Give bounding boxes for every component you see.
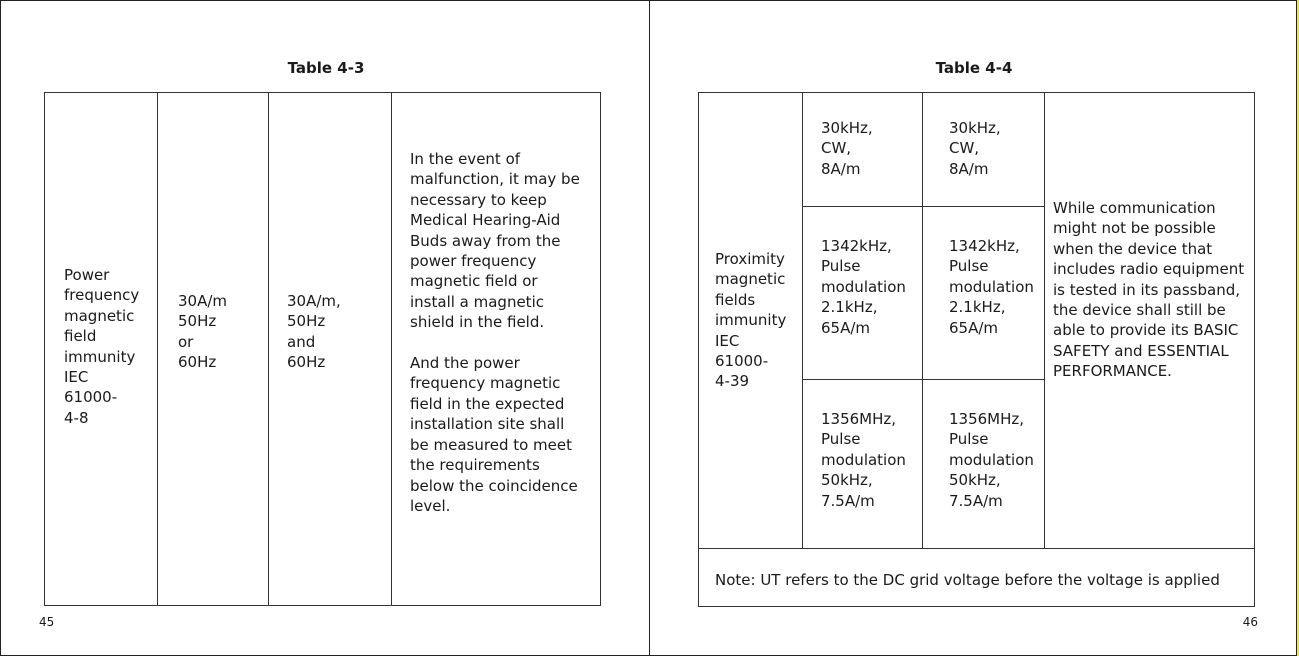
test-level-cell-1 xyxy=(802,92,923,207)
compliance-level-text: 30A/m, 50Hz and 60Hz xyxy=(287,292,341,372)
compliance-level-cell xyxy=(268,92,392,606)
page-number: 45 xyxy=(39,615,55,629)
test-level-cell-2 xyxy=(802,206,923,380)
phenomenon-cell xyxy=(44,92,158,606)
guidance-cell xyxy=(1044,92,1255,549)
test-level-text-3: 1356MHz, Pulse modulation 50kHz, 7.5A/m xyxy=(821,410,906,510)
test-level-text-1: 30kHz, CW, 8A/m xyxy=(821,119,873,178)
table-title: Table 4-4 xyxy=(935,59,1013,77)
note-cell xyxy=(698,548,1255,607)
compliance-level-cell-1 xyxy=(922,92,1045,207)
page-number: 46 xyxy=(1242,615,1258,629)
compliance-level-text-1: 30kHz, CW, 8A/m xyxy=(949,119,1001,178)
phenomenon-text: Proximity magnetic fields immunity IEC 61000- 4-39 xyxy=(715,250,787,391)
test-level-text-2: 1342kHz, Pulse modulation 2.1kHz, 65A/m xyxy=(821,237,906,337)
page-right xyxy=(649,0,1297,656)
test-level-cell xyxy=(157,92,269,606)
phenomenon-cell xyxy=(698,92,803,549)
compliance-level-cell-2 xyxy=(922,206,1045,380)
compliance-level-text-2: 1342kHz, Pulse modulation 2.1kHz, 65A/m xyxy=(949,237,1034,337)
guidance-text: In the event of malfunction, it may be necessary to keep Medical Hearing-Aid Buds away from the power frequency magnetic field or install a magnetic shield in the field. And the power frequency magnetic field in the expected installation site shall be measured to meet the requirements below the coincidence level. xyxy=(410,150,580,515)
compliance-level-cell-3 xyxy=(922,379,1045,549)
table-title: Table 4-3 xyxy=(287,59,365,77)
test-level-text: 30A/m 50Hz or 60Hz xyxy=(178,292,228,372)
test-level-cell-3 xyxy=(802,379,923,549)
phenomenon-text: Power frequency magnetic field immunity IEC 61000- 4-8 xyxy=(64,266,140,427)
guidance-text: While communication might not be possible when the device that includes radio equipment is tested in its passband, the device shall still be able to provide its BASIC SAFETY and ESSENTIAL PERFORMANCE. xyxy=(1053,199,1245,381)
guidance-cell xyxy=(391,92,601,606)
note-text: Note: UT refers to the DC grid voltage before the voltage is applied xyxy=(715,571,1220,589)
compliance-level-text-3: 1356MHz, Pulse modulation 50kHz, 7.5A/m xyxy=(949,410,1034,510)
